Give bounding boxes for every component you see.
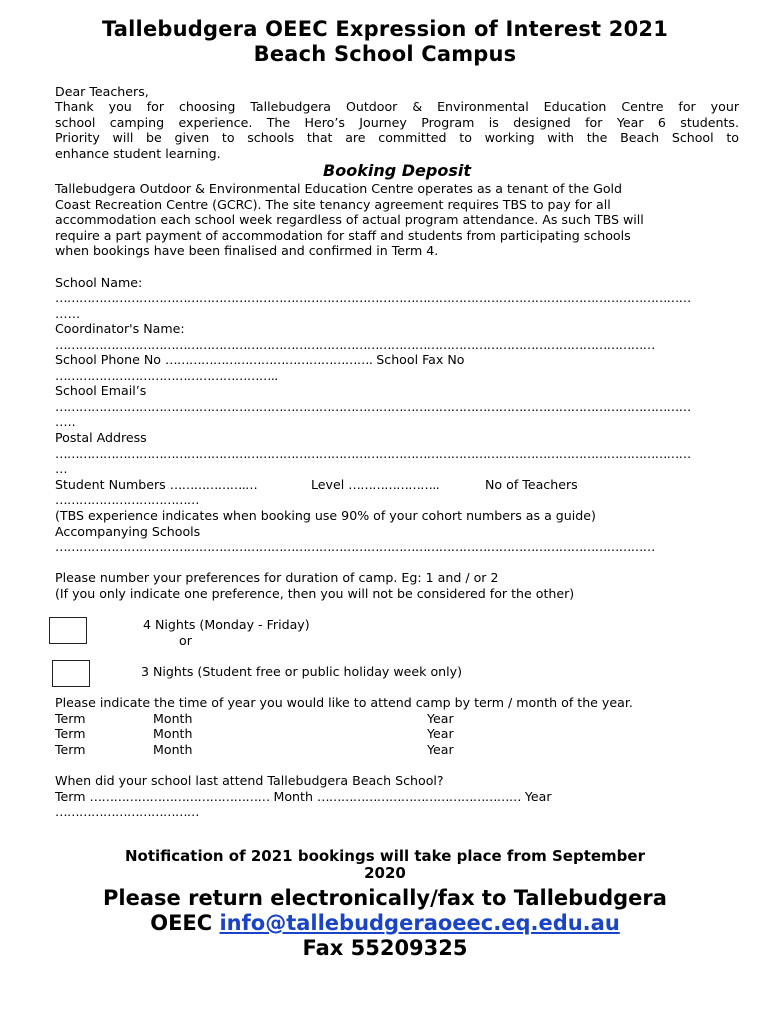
teachers-label: No of Teachers bbox=[485, 477, 578, 492]
year-field[interactable]: Year bbox=[427, 726, 454, 741]
month-field[interactable]: Month bbox=[153, 726, 193, 741]
month-field[interactable]: Month bbox=[153, 742, 193, 757]
intro-line: Priority will be given to schools that are committed to working with the Beach School to bbox=[55, 130, 739, 145]
option-4-nights-label: 4 Nights (Monday - Friday) bbox=[143, 617, 310, 632]
intro-line: enhance student learning. bbox=[55, 146, 221, 161]
deposit-line: Tallebudgera Outdoor & Environmental Education Centre operates as a tenant of the Gold bbox=[55, 181, 623, 196]
coordinator-field[interactable]: …………………………………………………………………………………………………………………………………… bbox=[55, 337, 655, 352]
title-line-2: Beach School Campus bbox=[253, 42, 517, 66]
teachers-field[interactable]: ……………………………… bbox=[55, 492, 199, 507]
coordinator-label: Coordinator's Name: bbox=[55, 321, 185, 336]
preferences-line: (If you only indicate one preference, then you will not be considered for the other) bbox=[55, 586, 575, 601]
notification-notice bbox=[0, 848, 770, 882]
notice-line-1: Notification of 2021 bookings will take place from September bbox=[124, 847, 645, 865]
fax-number: Fax 55209325 bbox=[302, 936, 468, 960]
school-name-field-cont[interactable]: …… bbox=[55, 306, 81, 321]
postal-field[interactable]: …………………………………………………………………………………………………………………………………………… bbox=[55, 446, 691, 461]
fax-label: School Fax No bbox=[372, 352, 465, 367]
last-term-label: Term bbox=[55, 789, 90, 804]
phone-label: School Phone No bbox=[55, 352, 165, 367]
greeting: Dear Teachers, bbox=[55, 84, 149, 99]
preferences-line: Please number your preferences for duration of camp. Eg: 1 and / or 2 bbox=[55, 570, 499, 585]
email-label: School Email’s bbox=[55, 383, 147, 398]
school-name-field[interactable]: …………………………………………………………………………………………………………………………………………… bbox=[55, 290, 691, 305]
page-title bbox=[0, 17, 770, 67]
phone-field[interactable]: ……………………………………………. bbox=[164, 352, 373, 367]
school-name-label: School Name: bbox=[55, 275, 143, 290]
postal-label: Postal Address bbox=[55, 430, 147, 445]
intro-line: Thank you for choosing Tallebudgera Outdoor & Environmental Education Centre for your bbox=[55, 99, 739, 114]
term-field[interactable]: Term bbox=[55, 726, 86, 741]
month-field[interactable]: Month bbox=[153, 711, 193, 726]
last-attend-question: When did your school last attend Tallebudgera Beach School? bbox=[55, 773, 444, 788]
last-term-field[interactable]: ……………………………………… bbox=[89, 789, 270, 804]
deposit-line: when bookings have been finalised and confirmed in Term 4. bbox=[55, 243, 439, 258]
postal-field-cont[interactable]: … bbox=[55, 461, 68, 476]
timing-intro: Please indicate the time of year you would like to attend camp by term / month of the year. bbox=[55, 695, 633, 710]
option-3-nights-label: 3 Nights (Student free or public holiday week only) bbox=[141, 664, 463, 679]
accompanying-field[interactable]: …………………………………………………………………………………………………………………………………… bbox=[55, 539, 655, 554]
tbs-note: (TBS experience indicates when booking use 90% of your cohort numbers as a guide) bbox=[55, 508, 596, 523]
email-link[interactable]: info@tallebudgeraoeec.eq.edu.au bbox=[219, 911, 620, 935]
last-month-label: Month bbox=[269, 789, 317, 804]
title-line-1: Tallebudgera OEEC Expression of Interest 2021 bbox=[101, 17, 669, 41]
last-month-field[interactable]: …………………………………………… bbox=[316, 789, 521, 804]
last-year-field[interactable]: ……………………………… bbox=[55, 804, 199, 819]
deposit-line: require a part payment of accommodation for staff and students from participating schools bbox=[55, 228, 631, 243]
return-line-2 bbox=[0, 911, 770, 936]
email-field-cont[interactable]: ….. bbox=[55, 414, 76, 429]
fax-field[interactable]: ……………………………………………….. bbox=[55, 368, 278, 383]
booking-deposit-heading: Booking Deposit bbox=[323, 161, 471, 180]
deposit-line: accommodation each school week regardless of actual program attendance. As such TBS will bbox=[55, 212, 644, 227]
return-prefix: OEEC bbox=[150, 911, 220, 935]
accompanying-label: Accompanying Schools bbox=[55, 524, 201, 539]
year-field[interactable]: Year bbox=[427, 711, 454, 726]
term-field[interactable]: Term bbox=[55, 742, 86, 757]
last-attend-row bbox=[55, 789, 552, 805]
option-4-nights-checkbox[interactable] bbox=[49, 617, 87, 644]
return-line-1: Please return electronically/fax to Tallebudgera bbox=[103, 886, 667, 910]
students-field[interactable]: ……………….… bbox=[169, 477, 258, 492]
intro-line: school camping experience. The Hero’s Journey Program is designed for Year 6 students. bbox=[55, 115, 739, 130]
term-field[interactable]: Term bbox=[55, 711, 86, 726]
level-field[interactable]: ………………….. bbox=[348, 477, 440, 492]
email-field[interactable]: …………………………………………………………………………………………………………………………………………… bbox=[55, 399, 691, 414]
numbers-row bbox=[55, 477, 257, 493]
notice-line-2: 2020 bbox=[364, 864, 406, 882]
last-year-label: Year bbox=[520, 789, 552, 804]
or-label: or bbox=[179, 633, 192, 648]
level-label: Level bbox=[311, 477, 349, 492]
option-3-nights-checkbox[interactable] bbox=[52, 660, 90, 687]
students-label: Student Numbers bbox=[55, 477, 170, 492]
return-instructions bbox=[0, 886, 770, 961]
year-field[interactable]: Year bbox=[427, 742, 454, 757]
level-group bbox=[311, 477, 439, 493]
deposit-line: Coast Recreation Centre (GCRC). The site tenancy agreement requires TBS to pay for all bbox=[55, 197, 611, 212]
phone-row bbox=[55, 352, 464, 368]
